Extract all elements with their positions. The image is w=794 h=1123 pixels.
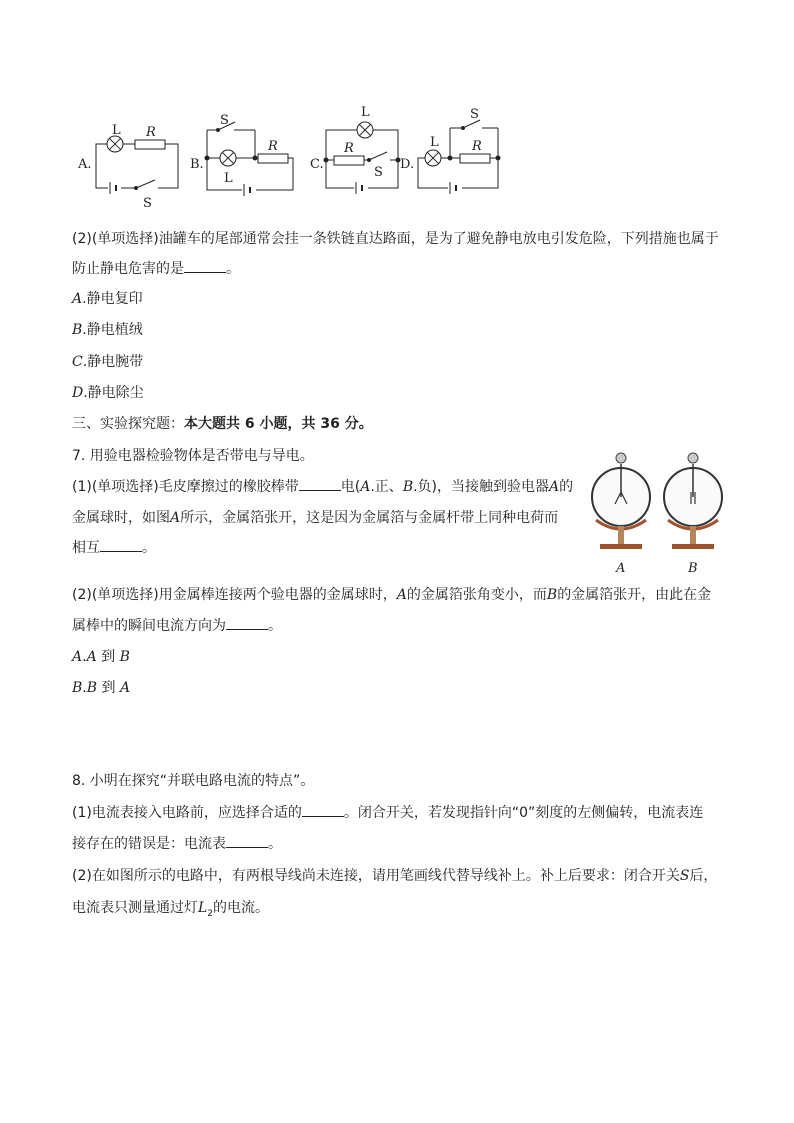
- q6-option-a[interactable]: A.静电复印: [72, 291, 143, 307]
- lamp-label: L: [224, 171, 233, 186]
- q8-part1-line1: (1)电流表接入电路前，应选择合适的 。闭合开关，若发现指针向“0”刻度的左侧偏转，电流表连: [72, 805, 704, 821]
- q7-option-b[interactable]: B.B 到 A: [72, 680, 131, 696]
- electroscope-a: [592, 453, 650, 549]
- circuit-c: [324, 122, 400, 194]
- q8-part2-line1: (2)在如图所示的电路中，有两根导线尚未连接，请用笔画线代替导线补上。补上后要求：闭合开关S后，: [72, 868, 718, 884]
- q6-part2-line1: (2)(单项选择)油罐车的尾部通常会挂一条铁链直达路面，是为了避免静电放电引发危险，下列措施也属于: [72, 231, 719, 247]
- circuit-d: [418, 120, 500, 194]
- figure-label-a: A: [616, 561, 626, 576]
- option-a-label: A.: [78, 157, 92, 172]
- figure-label-b: B: [688, 561, 698, 576]
- q6-option-d[interactable]: D.静电除尘: [72, 385, 144, 401]
- option-b-label: B.: [190, 157, 204, 172]
- resistor-label: R: [344, 141, 354, 156]
- answer-blank[interactable]: [226, 835, 268, 848]
- q8-part2-line2: 电流表只测量通过灯$L_2$的电流。: [72, 900, 270, 919]
- lamp-label: L: [112, 123, 121, 138]
- q8-stem: 8. 小明在探究“并联电路电流的特点”。: [72, 773, 315, 789]
- answer-blank[interactable]: [100, 539, 142, 552]
- switch-label: S: [470, 107, 479, 122]
- electroscope-figure: [586, 442, 726, 578]
- resistor-label: R: [268, 139, 278, 154]
- lamp-label: L: [361, 105, 370, 120]
- circuit-a: [96, 136, 178, 194]
- q6-option-c[interactable]: C.静电腕带: [72, 354, 144, 370]
- resistor-label: R: [146, 125, 156, 140]
- lamp-label: L: [430, 135, 439, 150]
- switch-label: S: [143, 196, 152, 211]
- q8-part1-line2: 接存在的错误是：电流表 。: [72, 836, 282, 852]
- answer-blank[interactable]: [299, 478, 341, 491]
- q7-stem: 7. 用验电器检验物体是否带电与导电。: [72, 448, 314, 464]
- q7-part1-line1: (1)(单项选择)毛皮摩擦过的橡胶棒带 电(A.正、B.负)，当接触到验电器A的: [72, 479, 574, 495]
- q6-option-b[interactable]: B.静电植绒: [72, 322, 143, 338]
- q6-part2-line2: 防止静电危害的是 。: [72, 261, 240, 277]
- q7-part2-line1: (2)(单项选择)用金属棒连接两个验电器的金属球时，A的金属箔张角变小，而B的金属箔张开，由此在金: [72, 587, 712, 603]
- q7-part2-line2: 属棒中的瞬间电流方向为 。: [72, 618, 282, 634]
- answer-blank[interactable]: [302, 804, 344, 817]
- switch-label: S: [220, 113, 229, 128]
- answer-blank[interactable]: [226, 617, 268, 630]
- q7-option-a[interactable]: A.A 到 B: [72, 649, 130, 665]
- electroscope-b: [664, 453, 722, 549]
- switch-label: S: [374, 165, 383, 180]
- q7-part1-line3: 相互 。: [72, 540, 156, 556]
- section-heading: 三、实验探究题：本大题共 6 小题，共 36 分。: [72, 416, 373, 432]
- circuit-b: [205, 122, 293, 196]
- option-c-label: C.: [310, 157, 324, 172]
- resistor-label: R: [472, 139, 482, 154]
- answer-blank[interactable]: [184, 260, 226, 273]
- circuit-options-figure: [72, 100, 512, 212]
- q7-part1-line2: 金属球时，如图A所示，金属箔张开，这是因为金属箔与金属杆带上同种电荷而: [72, 510, 559, 526]
- option-d-label: D.: [400, 157, 415, 172]
